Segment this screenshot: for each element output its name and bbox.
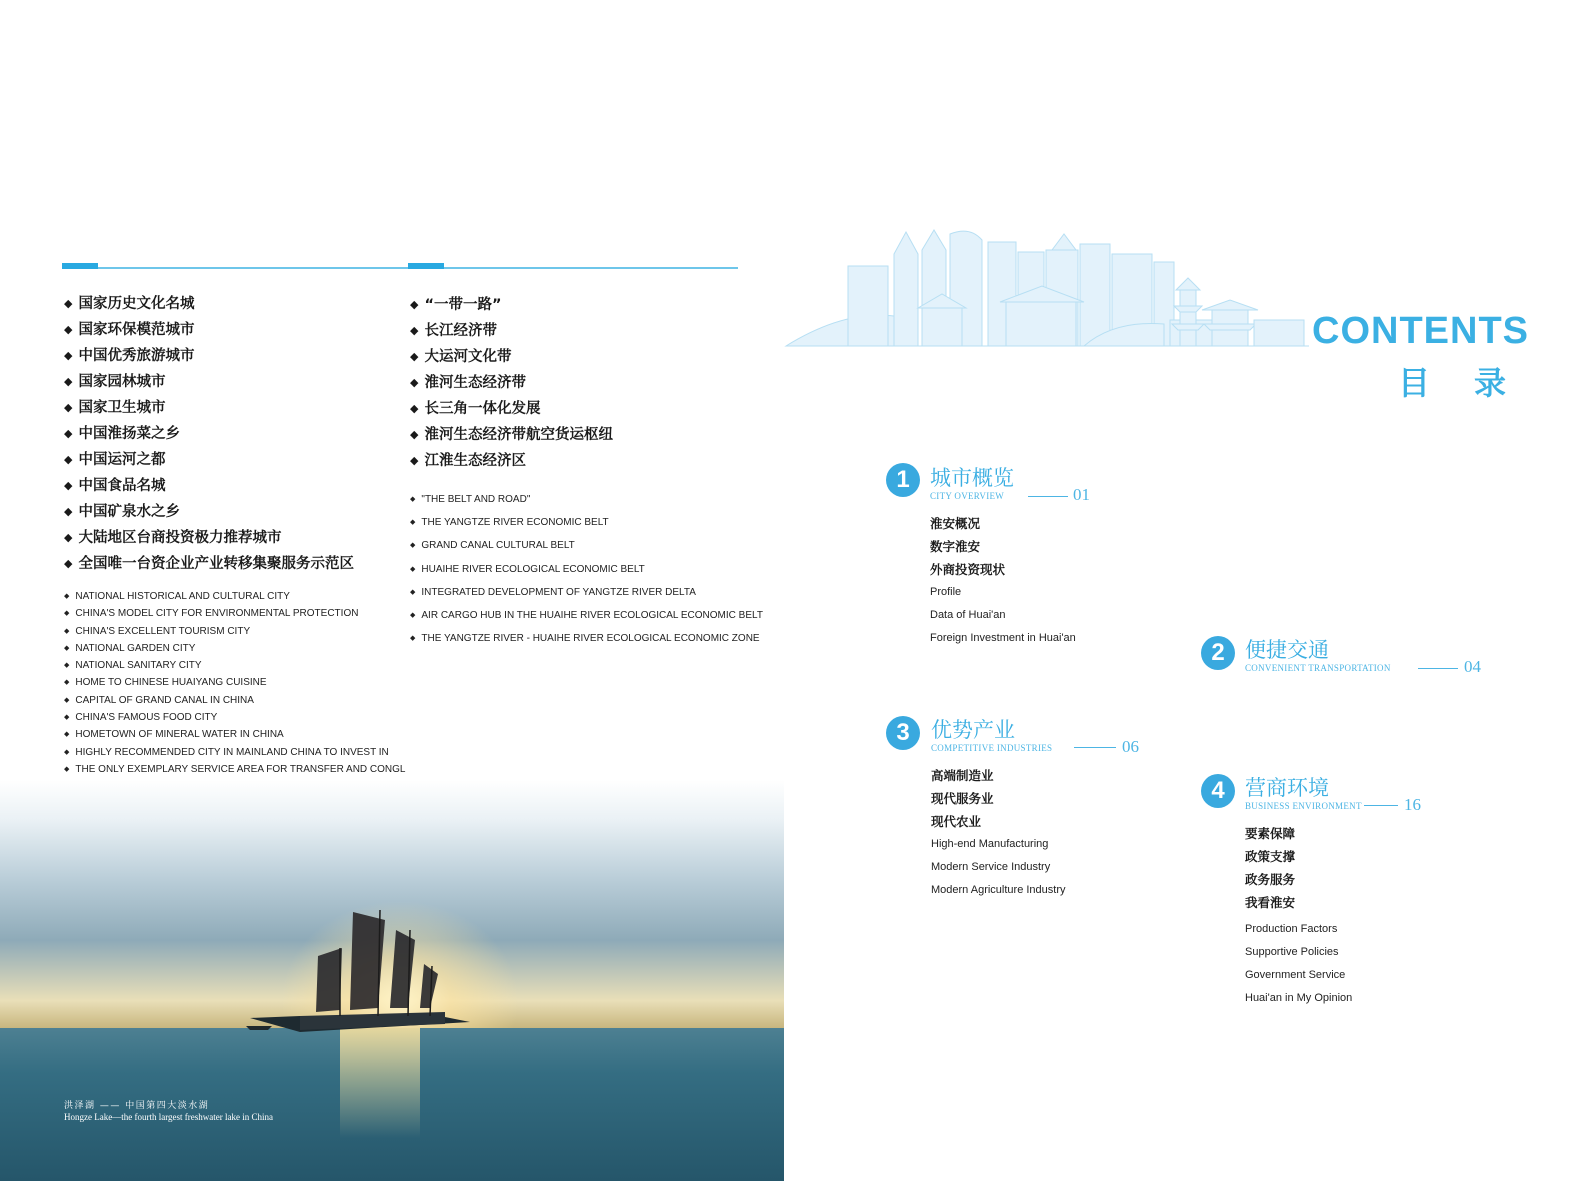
toc-item[interactable]: Modern Agriculture Industry [931,884,1066,896]
contents-title-en: CONTENTS [1312,310,1529,352]
list-item: ◆ HUAIHE RIVER ECOLOGICAL ECONOMIC BELT [410,558,763,581]
section-number-badge: 2 [1201,636,1235,670]
toc-item[interactable]: 现代农业 [931,814,982,829]
section-leader-line [1418,668,1458,669]
list-item: ◆ HOME TO CHINESE HUAIYANG CUISINE [64,674,441,691]
section-title-zh: 便捷交通 [1245,638,1329,662]
list-item: ◆ 中国淮扬菜之乡 [64,421,354,447]
toc-item[interactable]: High-end Manufacturing [931,838,1049,850]
list-item: ◆ NATIONAL GARDEN CITY [64,640,441,657]
section-title-en: CITY OVERVIEW [930,491,1005,501]
list-item: ◆ NATIONAL SANITARY CITY [64,657,441,674]
list-item: ◆ NATIONAL HISTORICAL AND CULTURAL CITY [64,588,441,605]
list-item: ◆ CHINA'S EXCELLENT TOURISM CITY [64,623,441,640]
list-item: ◆ CAPITAL OF GRAND CANAL IN CHINA [64,692,441,709]
section-number-badge: 4 [1201,774,1235,808]
toc-item[interactable]: Profile [930,586,962,598]
section-page-number: 01 [1073,485,1090,504]
divider-tab-left [62,263,98,269]
list-item: ◆ THE ONLY EXEMPLARY SERVICE AREA FOR TRANSFER AND CONGL [64,761,441,778]
toc-item[interactable]: 数字淮安 [930,539,981,554]
section-items [931,764,1066,902]
list-item: ◆ 大陆地区台商投资极力推荐城市 [64,525,354,551]
strategies-en-list [410,488,763,650]
toc-item[interactable]: Supportive Policies [1245,946,1339,958]
list-item: ◆ 中国运河之都 [64,447,354,473]
divider-tab-right [408,263,444,269]
toc-item[interactable]: Modern Service Industry [931,861,1051,873]
list-item: ◆ HOMETOWN OF MINERAL WATER IN CHINA [64,726,441,743]
list-item: ◆ HIGHLY RECOMMENDED CITY IN MAINLAND CHINA TO INVEST IN [64,744,441,761]
list-item: ◆ GRAND CANAL CULTURAL BELT [410,534,763,557]
toc-item[interactable]: Production Factors [1245,923,1338,935]
list-item: ◆ 长三角一体化发展 [410,396,613,422]
section-page-number: 06 [1122,737,1139,756]
section-items [930,512,1076,650]
toc-item[interactable]: 现代服务业 [931,791,994,806]
section-title-en: CONVENIENT TRANSPORTATION [1245,663,1391,673]
honors-en-list [64,588,441,796]
section-leader-line [1074,747,1116,748]
list-item: ◆ 长江经济带 [410,318,613,344]
list-item: ◆ 全国唯一台资企业产业转移集聚服务示范区 [64,551,354,577]
list-item: ◆ 国家历史文化名城 [64,291,354,317]
section-page-number: 16 [1404,795,1421,814]
list-item: ◆ 江淮生态经济区 [410,448,613,474]
list-item: ◆ THE YANGTZE RIVER ECONOMIC BELT [410,511,763,534]
photo-caption-en: Hongze Lake—the fourth largest freshwater lake in China [64,1112,274,1122]
toc-item[interactable]: 高端制造业 [931,768,994,783]
list-item: ◆ INTEGRATED DEVELOPMENT OF YANGTZE RIVER DELTA [410,581,763,604]
toc-item[interactable]: 我看淮安 [1245,895,1296,910]
toc-item[interactable]: 政策支撑 [1245,849,1296,864]
list-item: ◆ 中国食品名城 [64,473,354,499]
section-number-badge: 3 [886,716,920,750]
toc-item[interactable]: 外商投资现状 [930,562,1006,577]
toc-item[interactable]: Data of Huai'an [930,609,1006,621]
strategies-zh-list [410,292,613,474]
list-item: ◆ “一带一路” [410,292,613,318]
section-items [1245,822,1352,1010]
photo-caption-zh: 洪泽湖 —— 中国第四大淡水湖 [64,1101,210,1111]
list-item: ◆ 中国优秀旅游城市 [64,343,354,369]
list-item: ◆ AIR CARGO HUB IN THE HUAIHE RIVER ECOLOGICAL ECONOMIC BELT [410,604,763,627]
list-item: ◆ "THE BELT AND ROAD" [410,488,763,511]
section-leader-line [1364,805,1398,806]
section-title-zh: 城市概览 [930,466,1014,490]
list-item: ◆ 大运河文化带 [410,344,613,370]
list-item: ◆ 国家环保模范城市 [64,317,354,343]
hongze-lake-photo [0,780,784,1181]
section-title-en: COMPETITIVE INDUSTRIES [931,743,1053,753]
section-title-zh: 营商环境 [1245,776,1329,800]
list-item: ◆ 中国矿泉水之乡 [64,499,354,525]
section-leader-line [1028,496,1068,497]
toc-item[interactable]: 要素保障 [1245,826,1296,841]
list-item: ◆ 国家园林城市 [64,369,354,395]
toc-item[interactable]: Huai'an in My Opinion [1245,992,1353,1004]
list-item: ◆ CHINA'S FAMOUS FOOD CITY [64,709,441,726]
honors-zh-list [64,291,354,577]
contents-title-zh: 目录 [1398,364,1551,402]
divider-rule [62,267,738,269]
toc-item[interactable]: 淮安概况 [930,516,981,531]
toc-item[interactable]: Government Service [1245,969,1346,981]
section-page-number: 04 [1464,657,1481,676]
list-item: ◆ CHINA'S MODEL CITY FOR ENVIRONMENTAL PROTECTION [64,605,441,622]
list-item: ◆ THE YANGTZE RIVER - HUAIHE RIVER ECOLOGICAL ECONOMIC ZONE [410,627,763,650]
toc-item[interactable]: Foreign Investment in Huai'an [930,632,1076,644]
list-item: ◆ 淮河生态经济带航空货运枢纽 [410,422,613,448]
section-title-en: BUSINESS ENVIRONMENT [1245,801,1362,811]
section-number-badge: 1 [886,463,920,497]
list-item: ◆ 国家卫生城市 [64,395,354,421]
list-item: ◆ 淮河生态经济带 [410,370,613,396]
toc-item[interactable]: 政务服务 [1245,872,1296,887]
section-title-zh: 优势产业 [931,718,1015,742]
